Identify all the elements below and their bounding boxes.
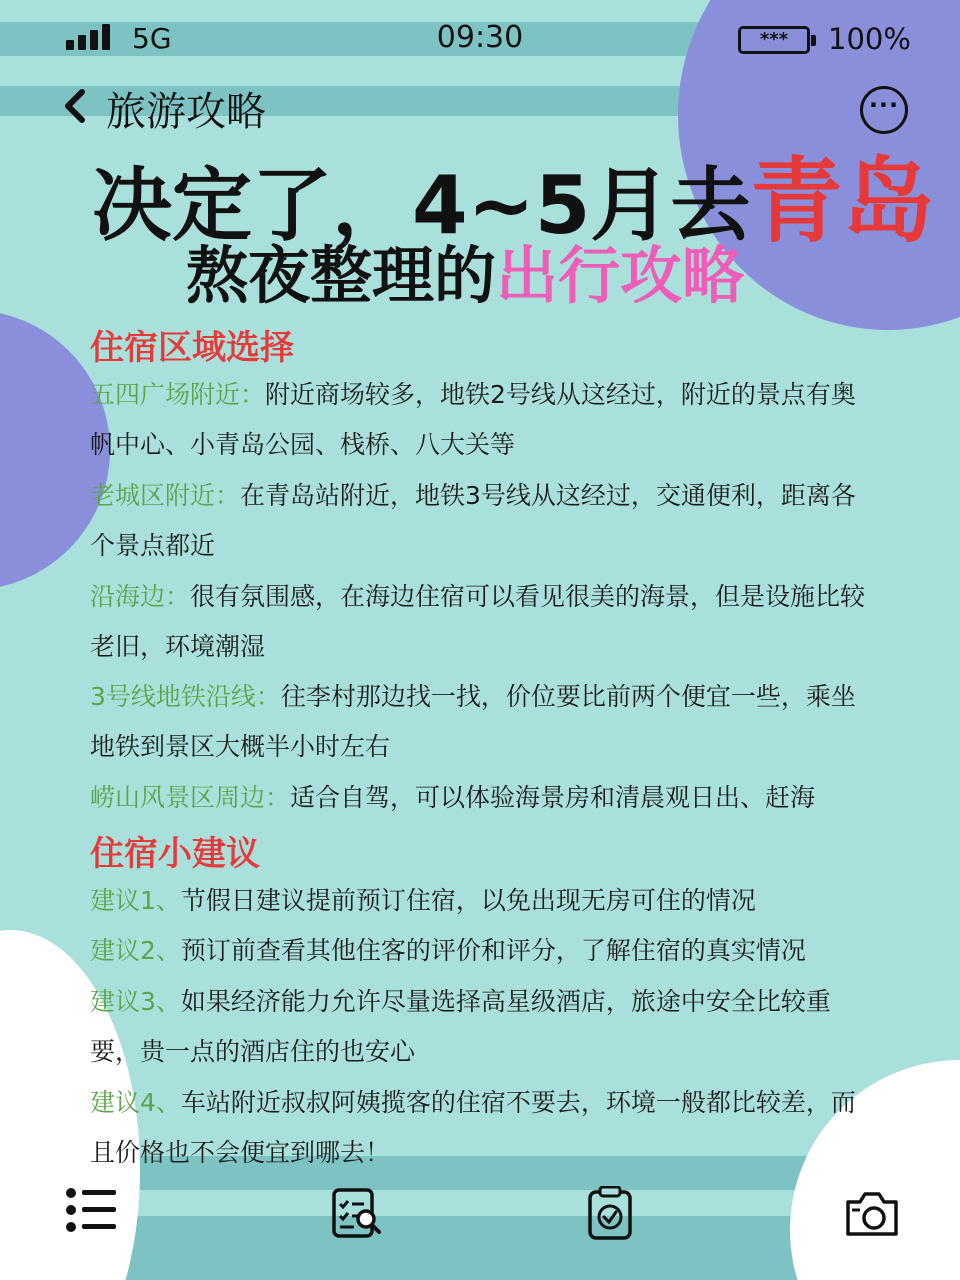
item-label: 崂山风景区周边： [90,783,291,812]
item-text: 在青岛站附近，地铁3号线从这经过，交通便利，距离各个景点都近 [90,481,856,560]
item-label: 老城区附近： [90,481,241,510]
headline-text: 决定了，4~5月去 [92,159,751,252]
list-item [90,876,880,926]
list-item [90,370,880,470]
list-item [90,672,880,772]
list-item [90,471,880,571]
item-text: 车站附近叔叔阿姨揽客的住宿不要去，环境一般都比较差，而且价格也不会便宜到哪去！ [90,1088,856,1167]
item-label: 建议3、 [90,987,181,1016]
item-text: 预订前查看其他住客的评价和评分，了解住宿的真实情况 [180,936,806,965]
item-text: 如果经济能力允许尽量选择高星级酒店，旅途中安全比较重要，贵一点的酒店住的也安心 [90,987,831,1066]
section-title-tips: 住宿小建议 [90,834,260,874]
section-title-accommodation-areas: 住宿区域选择 [90,328,294,368]
network-label: 5G [132,22,172,55]
item-text: 适合自驾，可以体验海景房和清晨观日出、赶海 [290,783,816,812]
battery-icon: *** [738,26,810,54]
subheadline-accent: 出行攻略 [496,239,745,312]
bottom-toolbar [0,1186,960,1240]
item-label: 五四广场附近： [90,380,266,409]
item-label: 建议1、 [90,886,181,915]
battery-percent: 100% [828,22,911,56]
item-text: 往李村那边找一找，价位要比前两个便宜一些，乘坐地铁到景区大概半小时左右 [90,682,856,761]
list-item [90,572,880,672]
checklist-search-icon[interactable] [328,1186,384,1240]
more-options-button[interactable]: ··· [860,86,908,134]
subheadline [0,226,960,315]
item-text: 很有氛围感，在海边住宿可以看见很美的海景，但是设施比较老旧，环境潮湿 [90,582,866,661]
item-text: 节假日建议提前预订住宿，以免出现无房可住的情况 [180,886,756,915]
list-icon[interactable] [64,1186,120,1240]
list-item [90,773,880,823]
item-text: 附近商场较多，地铁2号线从这经过，附近的景点有奥帆中心、小青岛公园、栈桥、八大关等 [90,380,856,459]
back-chevron-icon[interactable] [58,86,98,126]
list-item [90,977,880,1077]
list-item [90,926,880,976]
clipboard-check-icon[interactable] [582,1186,638,1240]
status-bar [0,18,960,64]
clock: 09:30 [436,20,524,55]
item-label: 3号线地铁沿线： [90,682,281,711]
nav-title: 旅游攻略 [106,89,266,135]
item-label: 建议4、 [90,1088,181,1117]
headline-accent: 青岛 [750,148,935,255]
camera-icon[interactable] [844,1186,900,1240]
item-label: 建议2、 [90,936,181,965]
list-item [90,1078,880,1178]
subheadline-text: 熬夜整理的 [186,239,497,312]
item-label: 沿海边： [90,582,191,611]
